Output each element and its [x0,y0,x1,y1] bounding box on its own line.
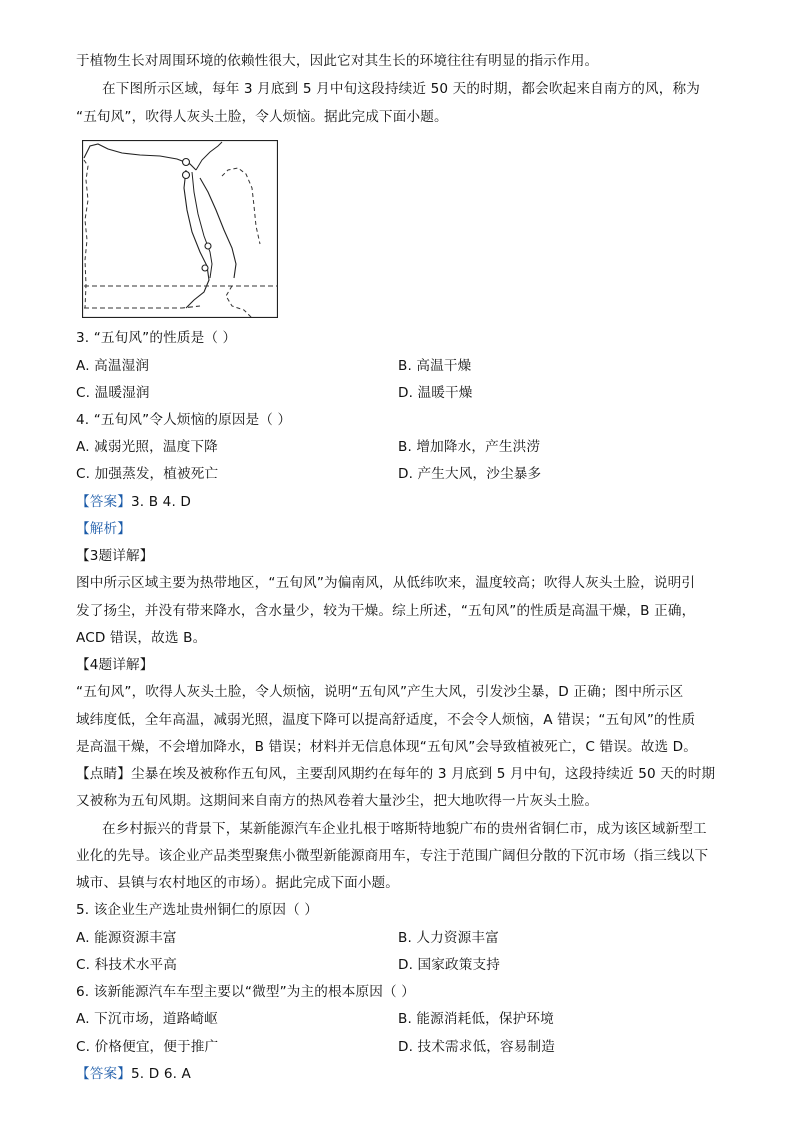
q3-option-b: B. 高温干燥 [398,358,472,374]
answer-tag: 【答案】 [76,1066,131,1082]
q3-option-a: A. 高温湿润 [76,358,150,374]
tip-tag: 【点睛】 [76,766,131,782]
answer-line [76,493,733,511]
city-marker [183,159,190,166]
q3-option-d: D. 温暖干燥 [398,385,473,401]
q6-option-c: C. 价格便宜，便于推广 [76,1039,219,1055]
city-marker [183,172,190,179]
map-frame [83,141,278,318]
q4-option-c: C. 加强蒸发，植被死亡 [76,466,219,482]
answer-line [76,1065,733,1083]
question-3-stem: 3. “五旬风”的性质是（ ） [76,330,237,346]
q3-option-c: C. 温暖湿润 [76,385,150,401]
passage-line: 在下图所示区域，每年 3 月底到 5 月中旬这段持续近 50 天的时期，都会吹起来自南方的风，称为 [102,81,701,97]
river-east-bank [192,172,212,278]
q6-option-b: B. 能源消耗低，保护环境 [398,1011,554,1027]
q4-option-d: D. 产生大风，沙尘暴多 [398,466,542,482]
detail-3-line: ACD 错误，故选 B。 [76,630,207,646]
question-6-stem: 6. 该新能源汽车车型主要以“微型”为主的根本原因（ ） [76,984,415,1000]
answer-text: 3. B 4. D [130,494,192,510]
halaib-border [226,286,252,318]
city-marker [205,243,211,249]
tip-text: 尘暴在埃及被称作五旬风，主要刮风期约在每年的 3 月底到 5 月中旬，这段持续近 50 天的时期 [130,766,716,782]
q5-option-b: B. 人力资源丰富 [398,930,499,946]
detail-4-line: 域纬度低，全年高温，减弱光照，温度下降可以提高舒适度，不会令人烦恼，A 错误；“五旬风”的性质 [76,712,696,728]
detail-4-line: “五旬风”，吹得人灰头土脸，令人烦恼，说明“五旬风”产生大风，引发沙尘暴，D 正确；图中所示区 [76,684,684,700]
region-map [82,140,278,318]
question-5-stem: 5. 该企业生产选址贵州铜仁的原因（ ） [76,902,319,918]
passage-line: 城市、县镇与农村地区的市场）。据此完成下面小题。 [76,875,400,891]
detail-4-line: 是高温干燥，不会增加降水，B 错误；材料并无信息体现“五旬风”会导致植被死亡，C 错误。故选 D。 [76,739,698,755]
q6-option-a: A. 下沉市场，道路崎岖 [76,1011,218,1027]
detail-3-tag: 【3题详解】 [76,548,154,564]
q5-option-a: A. 能源资源丰富 [76,930,177,946]
answer-text: 5. D 6. A [130,1066,192,1082]
tip-line: 又被称为五旬风期。这期间来自南方的热风卷着大量沙尘，把大地吹得一片灰头土脸。 [76,793,599,809]
analysis-tag: 【解析】 [76,521,131,537]
q4-option-a: A. 减弱光照，温度下降 [76,439,218,455]
coastline-north [84,144,196,170]
answer-tag: 【答案】 [76,494,131,510]
canal-line [196,142,222,170]
passage-line: “五旬风”，吹得人灰头土脸，令人烦恼。据此完成下面小题。 [76,109,448,125]
city-marker [202,265,208,271]
detail-3-line: 图中所示区域主要为热带地区，“五旬风”为偏南风，从低纬吹来，温度较高；吹得人灰头土脸，说明引 [76,575,696,591]
passage-line: 业化的先导。该企业产品类型聚焦小微型新能源商用车，专注于范围广阔但分散的下沉市场（指三线以下 [76,848,709,864]
question-4-stem: 4. “五旬风”令人烦恼的原因是（ ） [76,412,292,428]
sinai-border [222,168,260,244]
intro-line: 于植物生长对周围环境的依赖性很大，因此它对其生长的环境往往有明显的指示作用。 [76,53,599,69]
q4-option-b: B. 增加降水，产生洪涝 [398,439,541,455]
detail-3-line: 发了扬尘，并没有带来降水，含水量少，较为干燥。综上所述，“五旬风”的性质是高温干燥，B 正确， [76,603,696,619]
tip-line [76,765,733,783]
detail-4-tag: 【4题详解】 [76,657,154,673]
q5-option-d: D. 国家政策支持 [398,957,501,973]
passage-line: 在乡村振兴的背景下，某新能源汽车企业扎根于喀斯特地貌广布的贵州省铜仁市，成为该区域新型工 [102,821,707,837]
southern-border [84,306,200,308]
q6-option-d: D. 技术需求低，容易制造 [398,1039,555,1055]
q5-option-c: C. 科技术水平高 [76,957,178,973]
